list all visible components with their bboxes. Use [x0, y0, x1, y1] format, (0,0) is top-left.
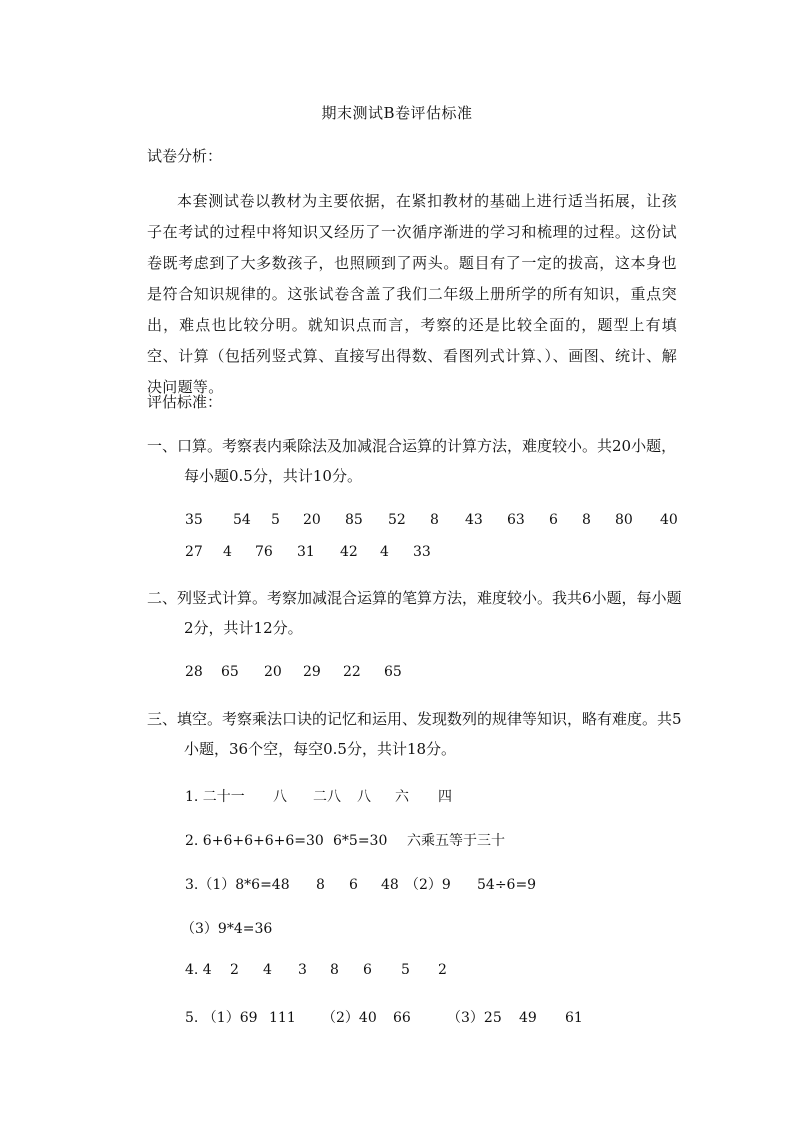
answer-value: 四 — [438, 789, 452, 805]
answer-value: 35 — [185, 512, 203, 528]
answer-value: 4. 4 — [185, 962, 212, 978]
answer-value: 20 — [264, 664, 282, 680]
answer-value: 33 — [413, 544, 431, 560]
section-3-answer-2 — [185, 830, 505, 850]
answer-value: 4 — [380, 544, 389, 560]
section-1-answers-row-2 — [185, 544, 431, 560]
answer-value: 27 — [185, 544, 203, 560]
answer-value: 3 — [298, 962, 307, 978]
answer-value: （3）25 — [447, 1010, 502, 1026]
answer-value: 31 — [297, 544, 315, 560]
answer-value: 8 — [330, 962, 339, 978]
answer-value: 54 — [233, 512, 251, 528]
answer-value: 5 — [401, 962, 410, 978]
answer-value: 2 — [230, 962, 239, 978]
answer-value: 八 — [273, 789, 287, 805]
answer-value: （3）9*4=36 — [181, 921, 273, 937]
section-3-answer-5 — [185, 1007, 583, 1027]
section-3-answer-1 — [185, 786, 452, 806]
section-3-answer-3 — [185, 874, 536, 894]
analysis-heading: 试卷分析： — [147, 147, 223, 165]
section-1-description: 一、口算。考察表内乘除法及加减混合运算的计算方法，难度较小。共20小题，每小题0.5分，共计10分。 — [147, 437, 677, 485]
section-3-description: 三、填空。考察乘法口诀的记忆和运用、发现数列的规律等知识，略有难度。共5小题，36个空，每空0.5分，共计18分。 — [147, 710, 682, 758]
answer-value: 22 — [343, 664, 361, 680]
section-1-answers-row-1 — [185, 512, 678, 528]
answer-value: 66 — [393, 1010, 411, 1026]
document-title: 期末测试B卷评估标准 — [321, 104, 473, 122]
answer-value: 80 — [615, 512, 633, 528]
answer-value: 六 — [395, 789, 409, 805]
answer-value: 6 — [349, 877, 358, 893]
answer-value: （2）9 — [405, 877, 451, 893]
answer-value: 63 — [507, 512, 525, 528]
answer-value: 52 — [388, 512, 406, 528]
answer-value: 4 — [263, 962, 272, 978]
answer-value: 49 — [519, 1010, 537, 1026]
answer-value: 二八 — [313, 789, 341, 805]
answer-value: 29 — [303, 664, 321, 680]
answer-value: 5. （1）69 — [185, 1010, 258, 1026]
answer-value: 8 — [430, 512, 439, 528]
answer-value: （2）40 — [322, 1010, 377, 1026]
answer-value: 6 — [363, 962, 372, 978]
answer-value: 28 — [185, 664, 203, 680]
answer-value: 85 — [345, 512, 363, 528]
answer-value: 42 — [340, 544, 358, 560]
answer-value: 2 — [438, 962, 447, 978]
answer-value: 43 — [465, 512, 483, 528]
section-3-answer-4 — [185, 962, 447, 978]
answer-value: 20 — [303, 512, 321, 528]
section-3-answer-3-part-3 — [181, 918, 272, 938]
analysis-body: 本套测试卷以教材为主要依据，在紧扣教材的基础上进行适当拓展，让孩子在考试的过程中将知识又经历了一次循序渐进的学习和梳理的过程。这份试卷既考虑到了大多数孩子，也照顾到了两头。题目有了一定的拔高，这本身也是符合知识规律的。这张试卷含盖了我们二年级上册所学的所有知识，重点突出，难点也比较分明。就知识点而言，考察的还是比较全面的，题型上有填空、计算（包括列竖式算、直接写出得数、看图列式计算、）、画图、统计、解决问题等。 — [147, 192, 677, 396]
answer-value: 65 — [384, 664, 402, 680]
answer-value: 八 — [357, 789, 371, 805]
answer-value: 6*5=30 — [333, 833, 388, 849]
answer-value: 8 — [316, 877, 325, 893]
answer-value: 4 — [223, 544, 232, 560]
section-2-description: 二、列竖式计算。考察加减混合运算的笔算方法，难度较小。我共6小题，每小题2分，共计12分。 — [147, 589, 682, 637]
answer-value: 61 — [565, 1010, 583, 1026]
answer-value: 3.（1）8*6=48 — [185, 877, 290, 893]
section-2-answers-row-1 — [185, 664, 402, 680]
criteria-heading: 评估标准： — [147, 393, 223, 411]
answer-value: 5 — [271, 512, 280, 528]
answer-value: 六乘五等于三十 — [407, 833, 505, 849]
answer-value: 111 — [269, 1010, 296, 1026]
answer-value: 48 — [381, 877, 399, 893]
answer-value: 65 — [221, 664, 239, 680]
answer-value: 1. 二十一 — [185, 789, 245, 805]
answer-value: 76 — [255, 544, 273, 560]
answer-value: 54÷6=9 — [477, 877, 537, 893]
answer-value: 8 — [582, 512, 591, 528]
answer-value: 40 — [660, 512, 678, 528]
answer-value: 2. 6+6+6+6+6=30 — [185, 833, 324, 849]
answer-value: 6 — [549, 512, 558, 528]
